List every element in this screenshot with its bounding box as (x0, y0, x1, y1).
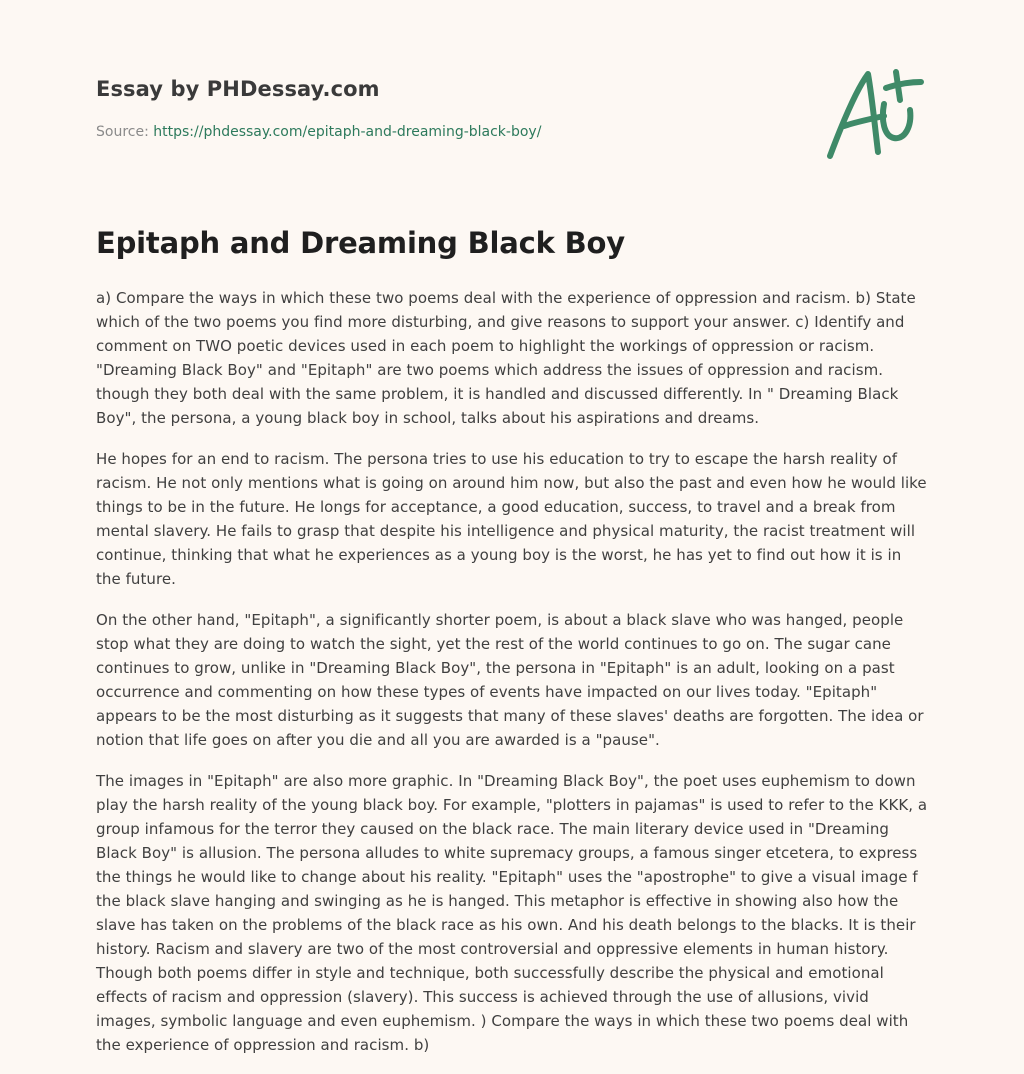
page-header (96, 0, 928, 200)
source-label: Source: (96, 124, 149, 140)
a-plus-logo-icon (826, 66, 926, 164)
essay-paragraph: a) Compare the ways in which these two poems deal with the experience of oppression and racism. b) State which of the two poems you find more disturbing, and give reasons to support your answer. c) Identify and comment on TWO poetic devices used in each poem to highlight the workings of oppression or racism. "Dreaming Black Boy" and "Epitaph" are two poems which address the issues of oppression and racism. though they both deal with the same problem, it is handled and discussed differently. In " Dreaming Black Boy", the persona, a young black boy in school, talks about his aspirations and dreams. (96, 289, 916, 427)
source-line (96, 124, 541, 140)
essay-paragraph: He hopes for an end to racism. The persona tries to use his education to try to escape the harsh reality of racism. He not only mentions what is going on around him now, but also the past and even how he would like things to be in the future. He longs for acceptance, a good education, success, to travel and a break from mental slavery. He fails to grasp that despite his intelligence and physical maturity, the racist treatment will continue, thinking that what he experiences as a young boy is the worst, he has yet to find out how it is in the future. (96, 450, 927, 588)
essay-paragraph: The images in "Epitaph" are also more graphic. In "Dreaming Black Boy", the poet uses euphemism to down play the harsh reality of the young black boy. For example, "plotters in pajamas" is used to refer to the KKK, a group infamous for the terror they caused on the black race. The main literary device used in "Dreaming Black Boy" is allusion. The persona alludes to white supremacy groups, a famous singer etcetera, to express the things he would like to change about his reality. "Epitaph" uses the "apostrophe" to give a visual image f the black slave hanging and swinging as he is hanged. This metaphor is effective in showing also how the slave has taken on the problems of the black race as his own. And his death belongs to the blacks. It is their history. Racism and slavery are two of the most controversial and oppressive elements in human history. Though both poems differ in style and technique, both successfully describe the physical and emotional effects of racism and oppression (slavery). This success is achieved through the use of allusions, vivid images, symbolic language and even euphemism. ) Compare the ways in which these two poems deal with the experience of oppression and racism. b) (96, 772, 928, 1054)
site-brand: Essay by PHDessay.com (96, 77, 380, 101)
source-link[interactable]: https://phdessay.com/epitaph-and-dreaming-black-boy/ (153, 124, 542, 140)
essay-body (96, 286, 928, 1074)
essay-paragraph: On the other hand, "Epitaph", a significantly shorter poem, is about a black slave who was hanged, people stop what they are doing to watch the sight, yet the rest of the world continues to go on. The sugar cane continues to grow, unlike in "Dreaming Black Boy", the persona in "Epitaph" is an adult, looking on a past occurrence and commenting on how these types of events have impacted on our lives today. "Epitaph" appears to be the most disturbing as it suggests that many of these slaves' deaths are forgotten. The idea or notion that life goes on after you die and all you are awarded is a "pause". (96, 611, 924, 749)
page-title: Epitaph and Dreaming Black Boy (96, 226, 625, 260)
